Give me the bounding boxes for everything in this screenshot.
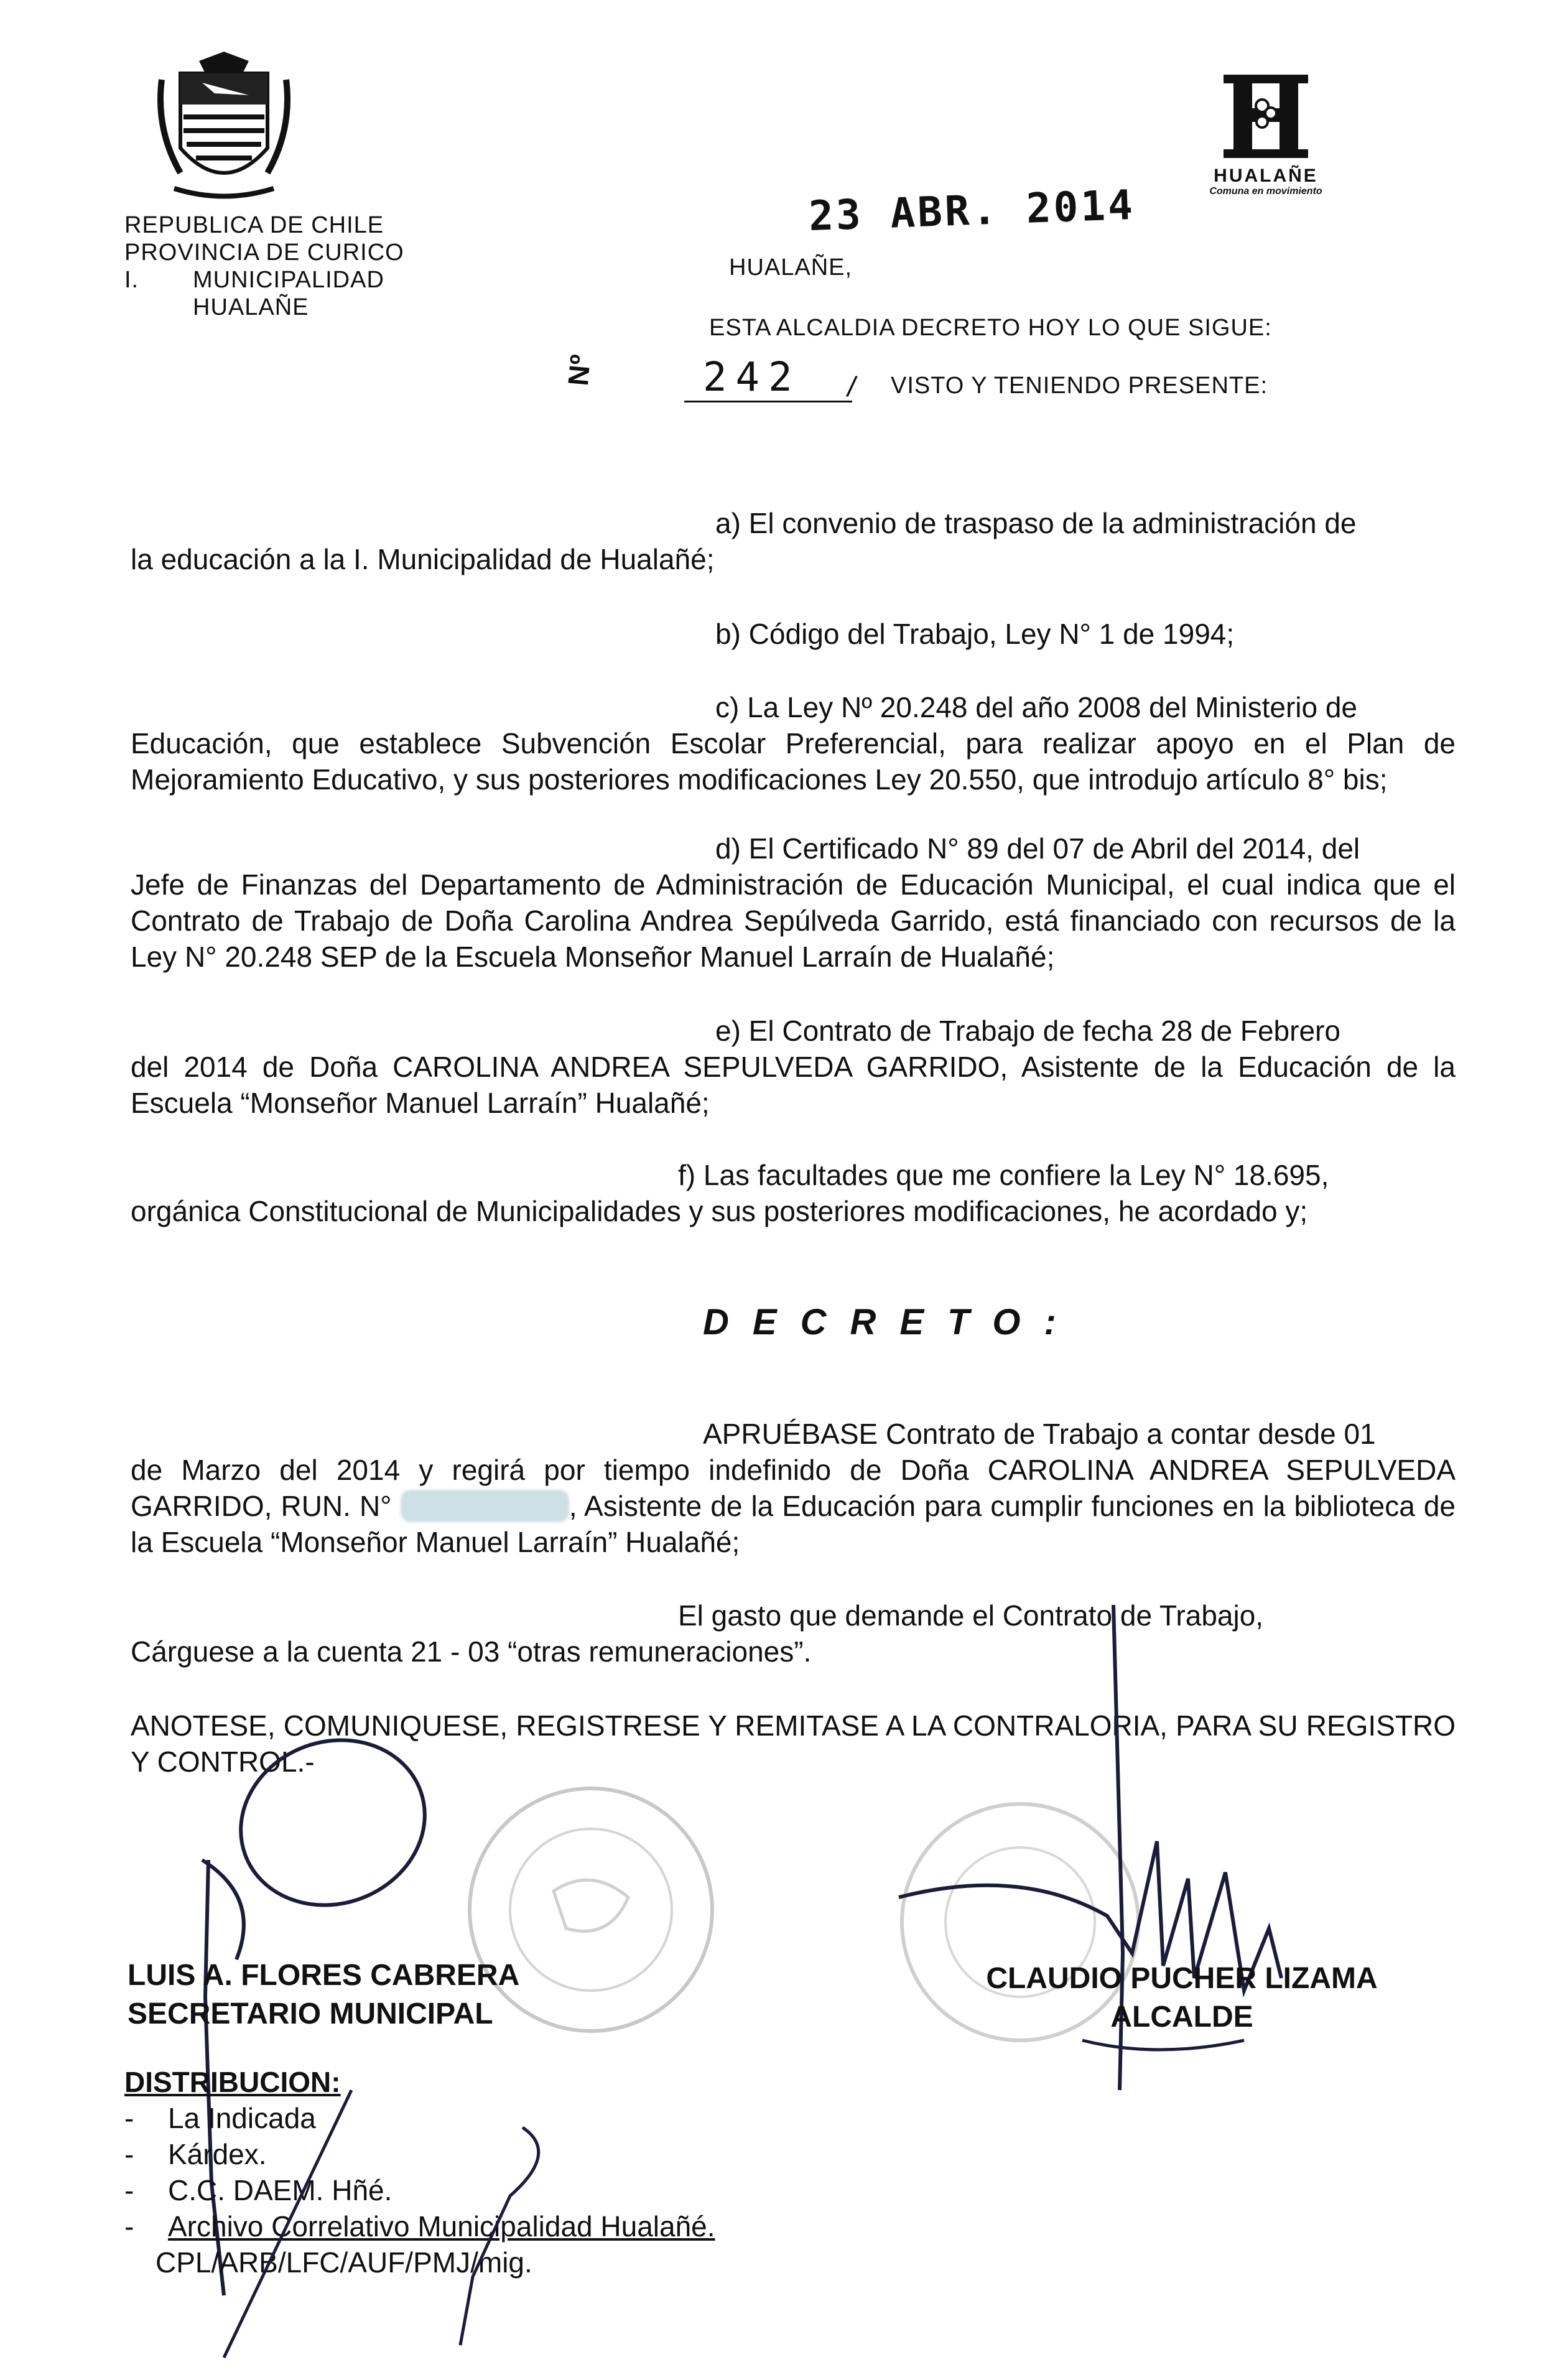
decree-slash: / (844, 372, 868, 401)
logo-tagline: Comuna en movimiento (1209, 186, 1322, 197)
distribution-item: - Archivo Correlativo Municipalidad Hualañé. (124, 2208, 995, 2244)
approve-rest-1: de Marzo del 2014 y regirá por tiempo indefinido de Doña CAROLINA ANDREA SEPULVEDA GARRIDO, RUN. N° (131, 1454, 1456, 1522)
logo-name: HUALAÑE (1214, 165, 1318, 186)
visto-line: VISTO Y TENIENDO PRESENTE: (891, 373, 1268, 399)
decree-number (684, 355, 868, 402)
approve-paragraph (131, 1452, 1456, 1560)
distribution-item: - C.C. DAEM. Hñé. (124, 2172, 995, 2208)
municipality-prefix: I. (124, 267, 139, 293)
header-left-block (124, 212, 448, 321)
secretary-block (128, 1956, 519, 2034)
consideration-b: b) Código del Trabajo, Ley N° 1 de 1994; (715, 618, 1235, 650)
decree-number-prefix: Nº (561, 353, 597, 388)
approve-first: APRUÉBASE Contrato de Trabajo a contar desde 01 (703, 1418, 1376, 1450)
consideration-c-first: c) La Ley Nº 20.248 del año 2008 del Ministerio de (715, 691, 1358, 723)
consideration-e-first: e) El Contrato de Trabajo de fecha 28 de Febrero (715, 1015, 1340, 1047)
distribution-item-text: C.C. DAEM. Hñé. (168, 2174, 392, 2206)
hualane-logo (1204, 70, 1328, 213)
notify-paragraph: ANOTESE, COMUNIQUESE, REGISTRESE Y REMITASE A LA CONTRALORIA, PARA SU REGISTRO Y CONTROL.- (131, 1709, 1456, 1778)
distribution-item-text: La Indicada (168, 2102, 316, 2134)
consideration-c-rest: Educación, que establece Subvención Escolar Preferencial, para realizar apoyo en el Plan de Mejoramiento Educativo, y sus posteriores modificaciones Ley 20.550, que introdujo artículo 8° bis; (131, 727, 1456, 796)
mayor-name: CLAUDIO PUCHER LIZAMA (986, 1962, 1378, 1995)
country-line: REPUBLICA DE CHILE (124, 212, 384, 238)
municipal-coat-of-arms (156, 49, 292, 204)
initials-handwriting (211, 2078, 560, 2364)
approve-rest-2: , Asistente de la Educación para cumplir funciones en la biblioteca de la Escuela “Monseñor Manuel Larraín” Hualañé; (131, 1490, 1456, 1558)
distribution-item: - La Indicada (124, 2100, 995, 2136)
distribution-item: - Kárdex. (124, 2136, 995, 2172)
consideration-f-first: f) Las facultades que me confiere la Ley N° 18.695, (678, 1159, 1329, 1191)
hualane-logo-icon (1210, 70, 1322, 163)
expense-rest: Cárguese a la cuenta 21 - 03 “otras remuneraciones”. (131, 1635, 812, 1668)
consideration-d-rest: Jefe de Finanzas del Departamento de Administración de Educación Municipal, el cual indica que el Contrato de Trabajo de Doña Carolina Andrea Sepúlveda Garrido, está financiado con recursos de la Ley N° 20.248 SEP de la Escuela Monseñor Manuel Larraín de Hualañé; (131, 868, 1456, 973)
decree-heading: DECRETO: (703, 1302, 1080, 1342)
consideration-d-first: d) El Certificado N° 89 del 07 de Abril del 2014, del (715, 832, 1360, 865)
distribution-initials: CPL/ARB/LFC/AUF/PMJ/mig. (156, 2246, 532, 2279)
secretary-name: LUIS A. FLORES CABRERA (128, 1959, 520, 1992)
redacted-run (401, 1490, 569, 1522)
distribution-item-text: Archivo Correlativo Municipalidad Hualañé. (168, 2210, 715, 2243)
decree-line: ESTA ALCALDIA DECRETO HOY LO QUE SIGUE: (709, 315, 1272, 341)
distribution-item-text: Kárdex. (168, 2138, 267, 2170)
consideration-e-rest: del 2014 de Doña CAROLINA ANDREA SEPULVEDA GARRIDO, Asistente de la Educación de la Escuela “Monseñor Manuel Larraín” Hualañé; (131, 1051, 1456, 1119)
mayor-title: ALCALDE (1110, 2001, 1253, 2034)
distribution-title: DISTRIBUCION: (124, 2066, 341, 2098)
date-stamp: 23 ABR. 2014 (807, 180, 1136, 241)
consideration-a-first: a) El convenio de traspaso de la administración de (715, 507, 1357, 539)
municipality-word: MUNICIPALIDAD (193, 267, 384, 293)
secretary-title: SECRETARIO MUNICIPAL (128, 1997, 493, 2030)
signature-icon (211, 2078, 560, 2364)
province-line: PROVINCIA DE CURICO (124, 239, 404, 266)
city-label: HUALAÑE, (729, 254, 853, 281)
decree-number-value: 242 (703, 355, 801, 401)
expense-first: El gasto que demande el Contrato de Trabajo, (678, 1599, 1264, 1632)
consideration-a-rest: la educación a la I. Municipalidad de Hualañé; (131, 543, 715, 575)
mayor-block (958, 1959, 1406, 2037)
consideration-f-rest: orgánica Constitucional de Municipalidades y sus posteriores modificaciones, he acordado y; (131, 1195, 1308, 1227)
commune-line: HUALAÑE (193, 294, 309, 320)
municipality-line (124, 266, 448, 294)
coat-of-arms-icon (156, 49, 292, 204)
